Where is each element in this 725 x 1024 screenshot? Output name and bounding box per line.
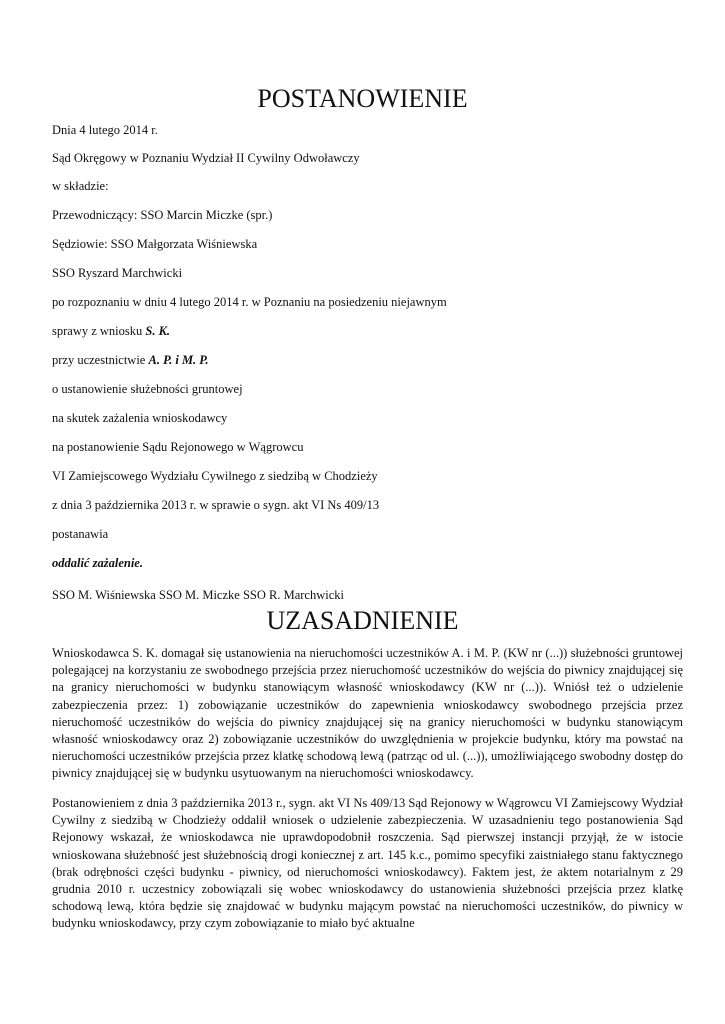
participation-prefix: przy uczestnictwie	[52, 353, 149, 367]
subject-line: o ustanowienie służebności gruntowej	[52, 382, 243, 396]
document-title: POSTANOWIENIE	[257, 84, 468, 113]
judges-line: Sędziowie: SSO Małgorzata Wiśniewska	[52, 237, 258, 251]
case-party: S. K.	[145, 324, 171, 338]
chair-line: Przewodniczący: SSO Marcin Miczke (spr.)	[52, 208, 273, 222]
hearing-line: po rozpoznaniu w dniu 4 lutego 2014 r. w Poznaniu na posiedzeniu niejawnym	[52, 295, 447, 309]
signatures-line: SSO M. Wiśniewska SSO M. Miczke SSO R. Marchwicki	[52, 588, 344, 602]
composition-line: w składzie:	[52, 179, 109, 193]
participation-parties: A. P. i M. P.	[148, 353, 209, 367]
participation-line	[52, 352, 208, 368]
court-line: Sąd Okręgowy w Poznaniu Wydział II Cywilny Odwoławczy	[52, 151, 360, 165]
appeal-line: na skutek zażalenia wnioskodawcy	[52, 411, 228, 425]
date-line: Dnia 4 lutego 2014 r.	[52, 123, 158, 137]
decision-date-line: z dnia 3 października 2013 r. w sprawie o sygn. akt VI Ns 409/13	[52, 498, 380, 512]
decision-ref-line: na postanowienie Sądu Rejonowego w Wągrowcu	[52, 440, 304, 454]
division-line: VI Zamiejscowego Wydziału Cywilnego z siedzibą w Chodzieży	[52, 469, 378, 483]
case-line	[52, 323, 170, 339]
justification-paragraph-2: Postanowieniem z dnia 3 października 2013 r., sygn. akt VI Ns 409/13 Sąd Rejonowy w Wągrowcu VI Zamiejscowy Wydział Cywilny z siedzibą w Chodzieży oddalił wniosek o udzielenie zabezpieczenia. W uzasadnieniu tego postanowienia Sąd Rejonowy wskazał, że wnioskodawca nie uprawdopodobnił roszczenia. Sąd pierwszej instancji przyjął, że w istocie wnioskowana służebność jest służebnością drogi koniecznej z art. 145 k.c., pomimo specyfiki zaistniałego stanu faktycznego (brak odrębności części budynku - piwnicy, od nieruchomości wnioskodawcy). Faktem jest, że aktem notarialnym z 29 grudnia 2010 r. uczestnicy zobowiązali się wobec wnioskodawcy do ustanowienia służebności przejścia przez klatkę schodową lewą, która będzie się znajdować w budynku mającym powstać na nieruchomości uczestników, do piwnicy w budynku wnioskodawcy, przy czym zobowiązanie to miało być aktualne	[52, 796, 683, 931]
ruling-line: oddalić zażalenie.	[52, 556, 143, 570]
judge2-line: SSO Ryszard Marchwicki	[52, 266, 183, 280]
case-prefix: sprawy z wniosku	[52, 324, 146, 338]
justification-paragraph-1: Wnioskodawca S. K. domagał się ustanowienia na nieruchomości uczestników A. i M. P. (KW nr (...)) służebności gruntowej polegającej na korzystaniu ze swobodnego przejścia przez nieruchomość uczestników do wejścia do piwnicy znajdującej się na granicy nieruchomości w budynku stanowiącym własność wnioskodawcy (KW nr (...)). Wniósł też o udzielenie zabezpieczenia przez: 1) zobowiązanie uczestników do zapewnienia wnioskodawcy swobodnego przejścia przez nieruchomość uczestników do wejścia do piwnicy znajdującej się na granicy nieruchomości w budynku stanowiącym własność wnioskodawcy oraz 2) zobowiązanie uczestników do uwzględnienia w projekcie budynku, który ma powstać na nieruchomości uczestników przejścia przez klatkę schodową lewą (patrząc od ul. (...)), umożliwiającego swobodny dostęp do piwnicy znajdującej się w budynku usytuowanym na nieruchomości wnioskodawcy.	[52, 646, 683, 781]
justification-title: UZASADNIENIE	[266, 606, 459, 635]
ruling-intro-line: postanawia	[52, 527, 109, 541]
